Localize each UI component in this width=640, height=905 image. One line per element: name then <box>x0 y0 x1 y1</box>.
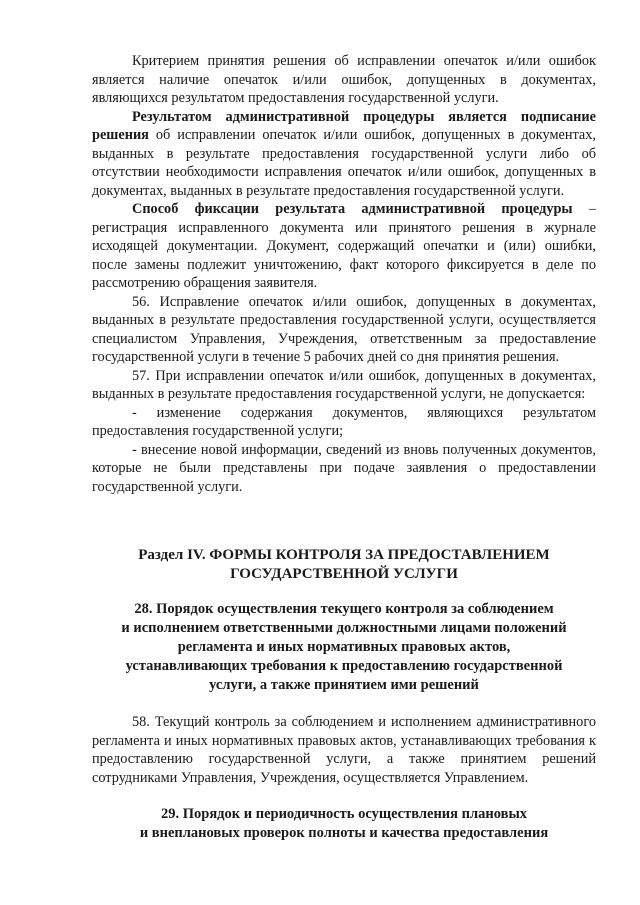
subsection-28-line-4: устанавливающих требования к предоставлению государственной <box>125 658 563 674</box>
paragraph-criterion: Критерием принятия решения об исправлении опечаток и/или ошибок является наличие опечаток и/или ошибок, допущенных в документах, являющихся результатом предоставления государственной услуги. <box>92 53 596 106</box>
section-title-line-2: ГОСУДАРСТВЕННОЙ УСЛУГИ <box>230 566 458 582</box>
subsection-28-line-2: и исполнением ответственными должностными лицами положений <box>121 620 567 636</box>
section-title <box>92 546 596 584</box>
subsection-29-line-2: и внеплановых проверок полноты и качества предоставления <box>139 825 549 841</box>
paragraph-57-item-1: - изменение содержания документов, являющихся результатом предоставления государственной услуги; <box>92 404 596 439</box>
paragraph-57-item-2: - внесение новой информации, сведений из вновь полученных документов, которые не были представлены при подаче заявления о предоставлении государственной услуги. <box>92 441 596 495</box>
paragraph-result-lead: Результатом административной процедуры является подписание решения <box>92 108 596 143</box>
paragraph-fixation-lead: Способ фиксации результата административной процедуры <box>132 201 573 217</box>
paragraph-fixation-text: – регистрация исправленного документа или принятого решения в журнале исходящей документации. Документ, содержащий опечатки и (или) ошибки, после замены подлежит уничтожению, факт которого фиксируется в деле по рассмотрению обращения заявителя. <box>92 201 596 291</box>
document-page <box>92 52 596 843</box>
subsection-28-line-3: регламента и иных нормативных правовых актов, <box>177 639 511 655</box>
subsection-29-title <box>92 805 596 843</box>
paragraph-fixation <box>92 200 596 293</box>
subsection-28-title <box>92 600 596 695</box>
subsection-29-line-1: 29. Порядок и периодичность осуществления плановых <box>160 806 528 822</box>
section-title-line-1: Раздел IV. ФОРМЫ КОНТРОЛЯ ЗА ПРЕДОСТАВЛЕНИЕМ <box>138 547 550 563</box>
paragraph-result-text: об исправлении опечаток и/или ошибок, допущенных в документах, выданных в результате предоставления государственной услуги либо об отсутствии необходимости исправления опечаток и/или ошибок, допущенных в документах, выданных в результате предоставления государственной услуги. <box>92 127 596 199</box>
paragraph-57: 57. При исправлении опечаток и/или ошибок, допущенных в документах, выданных в результате предоставления государственной услуги, не допускается: <box>92 367 596 402</box>
paragraph-result <box>92 108 596 201</box>
subsection-28-line-5: услуги, а также принятием ими решений <box>209 677 479 693</box>
subsection-28-line-1: 28. Порядок осуществления текущего контроля за соблюдением <box>134 601 554 617</box>
paragraph-58: 58. Текущий контроль за соблюдением и исполнением административного регламента и иных нормативных правовых актов, устанавливающих требования к предоставлению государственной услуги, а также принятием решений сотрудниками Управления, Учреждения, осуществляется Управлением. <box>92 714 596 786</box>
paragraph-56: 56. Исправление опечаток и/или ошибок, допущенных в документах, выданных в результате предоставления государственной услуги, осуществляется специалистом Управления, Учреждения, ответственным за предоставление государственной услуги в течение 5 рабочих дней со дня принятия решения. <box>92 293 596 365</box>
